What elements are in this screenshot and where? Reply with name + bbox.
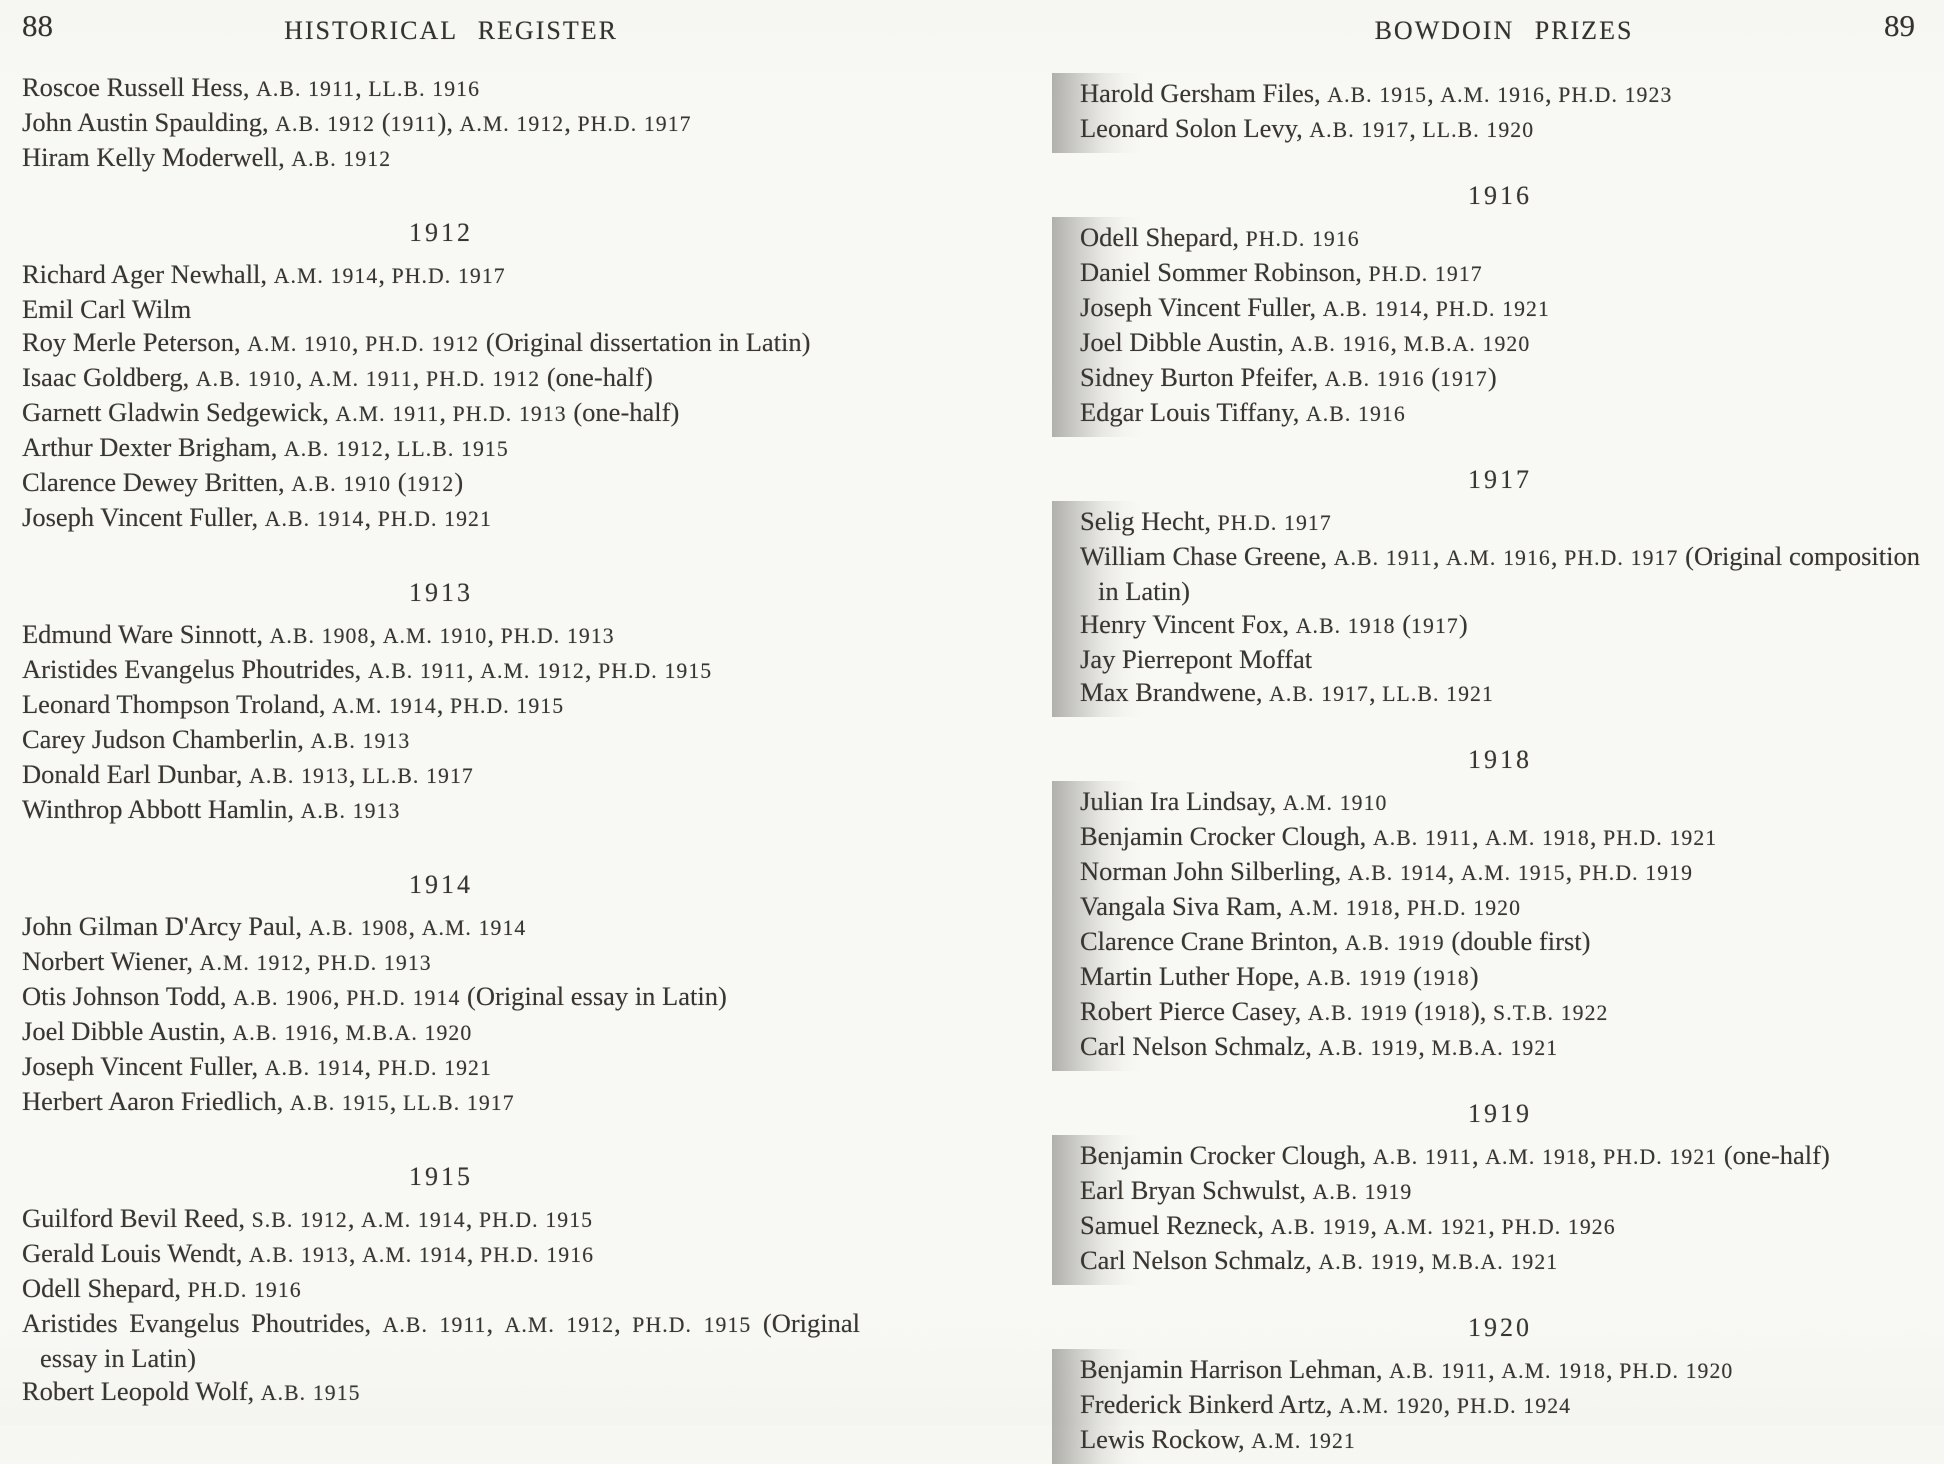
- year-heading: 1912: [409, 218, 473, 247]
- register-entry: Winthrop Abbott Hamlin, A.B. 1913: [22, 794, 401, 824]
- register-entry: Edgar Louis Tiffany, A.B. 1916: [1080, 397, 1406, 427]
- entry-group: [22, 1202, 860, 1410]
- register-entry: Garnett Gladwin Sedgewick, A.M. 1911, PH.D. 1913 (one-half): [22, 397, 680, 427]
- year-heading: 1913: [409, 578, 473, 607]
- register-entry: Roy Merle Peterson, A.M. 1910, PH.D. 1912 (Original dissertation in Latin): [22, 327, 811, 357]
- register-entry: Emil Carl Wilm: [22, 294, 192, 324]
- register-entry: Martin Luther Hope, A.B. 1919 (1918): [1080, 961, 1479, 991]
- register-entry: Hiram Kelly Moderwell, A.B. 1912: [22, 142, 392, 172]
- entry-group: [1080, 505, 1920, 711]
- register-entry: Otis Johnson Todd, A.B. 1906, PH.D. 1914 (Original essay in Latin): [22, 981, 727, 1011]
- register-entry: Carl Nelson Schmalz, A.B. 1919, M.B.A. 1921: [1080, 1245, 1559, 1275]
- year-heading: 1914: [409, 870, 473, 899]
- entry-group: [22, 71, 860, 176]
- register-entry: Donald Earl Dunbar, A.B. 1913, LL.B. 1917: [22, 759, 474, 789]
- year-heading: 1915: [409, 1162, 473, 1191]
- register-entry: Norman John Silberling, A.B. 1914, A.M. 1915, PH.D. 1919: [1080, 856, 1694, 886]
- register-entry: Roscoe Russell Hess, A.B. 1911, LL.B. 1916: [22, 72, 481, 102]
- register-entry: Guilford Bevil Reed, S.B. 1912, A.M. 1914, PH.D. 1915: [22, 1203, 594, 1233]
- register-entry: Clarence Dewey Britten, A.B. 1910 (1912): [22, 467, 464, 497]
- register-entry: Harold Gersham Files, A.B. 1915, A.M. 1916, PH.D. 1923: [1080, 78, 1673, 108]
- entry-group: [1080, 77, 1920, 147]
- register-entry: Frederick Binkerd Artz, A.M. 1920, PH.D. 1924: [1080, 1389, 1572, 1419]
- register-entry: Benjamin Harrison Lehman, A.B. 1911, A.M. 1918, PH.D. 1920: [1080, 1354, 1734, 1384]
- register-entry: Gerald Louis Wendt, A.B. 1913, A.M. 1914, PH.D. 1916: [22, 1238, 595, 1268]
- register-entry: Joel Dibble Austin, A.B. 1916, M.B.A. 1920: [22, 1016, 473, 1046]
- entry-group: [1080, 221, 1920, 431]
- register-entry: Samuel Rezneck, A.B. 1919, A.M. 1921, PH.D. 1926: [1080, 1210, 1616, 1240]
- register-entry: Aristides Evangelus Phoutrides, A.B. 1911, A.M. 1912, PH.D. 1915 (Original essay in Latin): [22, 1308, 861, 1373]
- year-heading: 1916: [1468, 181, 1532, 210]
- register-entry: Max Brandwene, A.B. 1917, LL.B. 1921: [1080, 677, 1494, 707]
- register-entry: Sidney Burton Pfeifer, A.B. 1916 (1917): [1080, 362, 1497, 392]
- register-entry: Leonard Solon Levy, A.B. 1917, LL.B. 1920: [1080, 113, 1535, 143]
- year-heading: 1918: [1468, 745, 1532, 774]
- register-entry: Isaac Goldberg, A.B. 1910, A.M. 1911, PH.D. 1912 (one-half): [22, 362, 653, 392]
- register-entry: Herbert Aaron Friedlich, A.B. 1915, LL.B. 1917: [22, 1086, 515, 1116]
- year-heading: 1919: [1468, 1099, 1532, 1128]
- register-entry: Richard Ager Newhall, A.M. 1914, PH.D. 1917: [22, 259, 506, 289]
- left-page-number: 88: [22, 8, 53, 43]
- entry-group: [22, 910, 860, 1120]
- left-page-column: [22, 0, 860, 1410]
- right-page-number: 89: [1884, 8, 1915, 43]
- register-entry: Earl Bryan Schwulst, A.B. 1919: [1080, 1175, 1413, 1205]
- register-entry: Odell Shepard, PH.D. 1916: [1080, 222, 1360, 252]
- register-entry: Jay Pierrepont Moffat: [1080, 644, 1313, 674]
- register-entry: Norbert Wiener, A.M. 1912, PH.D. 1913: [22, 946, 432, 976]
- register-entry: Vangala Siva Ram, A.M. 1918, PH.D. 1920: [1080, 891, 1522, 921]
- left-running-head: HISTORICAL REGISTER: [284, 16, 618, 45]
- register-entry: Lewis Rockow, A.M. 1921: [1080, 1424, 1356, 1454]
- entry-group: [1080, 785, 1920, 1065]
- register-entry: John Gilman D'Arcy Paul, A.B. 1908, A.M. 1914: [22, 911, 527, 941]
- register-entry: Carl Nelson Schmalz, A.B. 1919, M.B.A. 1921: [1080, 1031, 1559, 1061]
- entry-group: [1080, 1353, 1920, 1458]
- right-running-head: BOWDOIN PRIZES: [1374, 16, 1634, 45]
- register-entry: Robert Leopold Wolf, A.B. 1915: [22, 1376, 361, 1406]
- right-page-column: [1080, 0, 1920, 1458]
- year-heading: 1917: [1468, 465, 1532, 494]
- register-entry: Edmund Ware Sinnott, A.B. 1908, A.M. 1910, PH.D. 1913: [22, 619, 615, 649]
- register-entry: Benjamin Crocker Clough, A.B. 1911, A.M. 1918, PH.D. 1921 (one-half): [1080, 1140, 1830, 1170]
- entry-group: [22, 618, 860, 828]
- entry-group: [1080, 1139, 1920, 1279]
- register-entry: Daniel Sommer Robinson, PH.D. 1917: [1080, 257, 1483, 287]
- register-entry: Julian Ira Lindsay, A.M. 1910: [1080, 786, 1388, 816]
- register-entry: Clarence Crane Brinton, A.B. 1919 (double first): [1080, 926, 1591, 956]
- register-entry: Selig Hecht, PH.D. 1917: [1080, 506, 1332, 536]
- register-entry: Leonard Thompson Troland, A.M. 1914, PH.D. 1915: [22, 689, 565, 719]
- register-entry: Joel Dibble Austin, A.B. 1916, M.B.A. 1920: [1080, 327, 1531, 357]
- register-entry: Aristides Evangelus Phoutrides, A.B. 1911, A.M. 1912, PH.D. 1915: [22, 654, 713, 684]
- register-entry: William Chase Greene, A.B. 1911, A.M. 1916, PH.D. 1917 (Original composition in Latin): [1080, 541, 1921, 606]
- register-entry: Carey Judson Chamberlin, A.B. 1913: [22, 724, 411, 754]
- register-entry: Joseph Vincent Fuller, A.B. 1914, PH.D. 1921: [1080, 292, 1550, 322]
- register-entry: Odell Shepard, PH.D. 1916: [22, 1273, 302, 1303]
- register-entry: Joseph Vincent Fuller, A.B. 1914, PH.D. 1921: [22, 1051, 492, 1081]
- register-entry: Joseph Vincent Fuller, A.B. 1914, PH.D. 1921: [22, 502, 492, 532]
- register-entry: Robert Pierce Casey, A.B. 1919 (1918), S.T.B. 1922: [1080, 996, 1609, 1026]
- entry-group: [22, 258, 860, 536]
- register-entry: Benjamin Crocker Clough, A.B. 1911, A.M. 1918, PH.D. 1921: [1080, 821, 1718, 851]
- year-heading: 1920: [1468, 1313, 1532, 1342]
- register-entry: Henry Vincent Fox, A.B. 1918 (1917): [1080, 609, 1468, 639]
- register-entry: Arthur Dexter Brigham, A.B. 1912, LL.B. 1915: [22, 432, 509, 462]
- register-entry: John Austin Spaulding, A.B. 1912 (1911), A.M. 1912, PH.D. 1917: [22, 107, 692, 137]
